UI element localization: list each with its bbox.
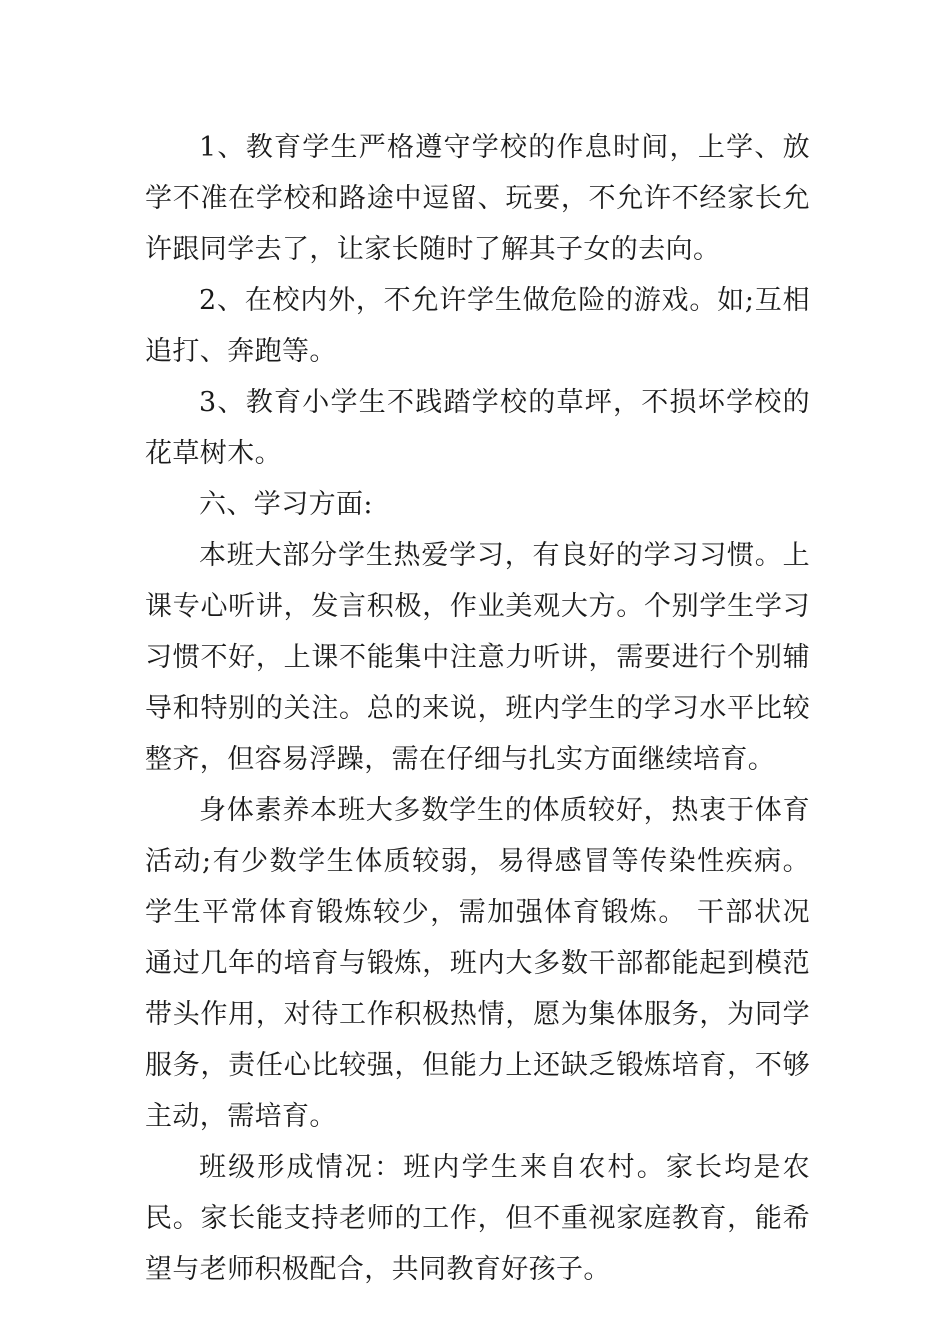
paragraph-class-background: 班级形成情况：班内学生来自农村。家长均是农民。家长能支持老师的工作，但不重视家庭教育，能希望与老师积极配合，共同教育好孩子。: [145, 1152, 810, 1285]
paragraph-study: 本班大部分学生热爱学习，有良好的学习习惯。上课专心听讲，发言积极，作业美观大方。个别学生学习习惯不好，上课不能集中注意力听讲，需要进行个别辅导和特别的关注。总的来说，班内学生的学习水平比较整齐，但容易浮躁，需在仔细与扎实方面继续培育。: [145, 540, 810, 775]
paragraph-safety-rule-1: 1、教育学生严格遵守学校的作息时间，上学、放学不准在学校和路途中逗留、玩要，不允许不经家长允许跟同学去了，让家长随时了解其子女的去向。: [145, 132, 810, 265]
paragraph-health-and-cadres: 身体素养本班大多数学生的体质较好，热衷于体育活动;有少数学生体质较弱，易得感冒等传染性疾病。学生平常体育锻炼较少，需加强体育锻炼。 干部状况通过几年的培育与锻炼，班内大多数干部都能起到模范带头作用，对待工作积极热情，愿为集体服务，为同学服务，责任心比较强，但能力上还缺乏锻炼培育，不够主动，需培育。: [145, 795, 810, 1132]
document-body: [145, 122, 810, 1295]
section-heading-study: 六、学习方面:: [199, 489, 373, 520]
paragraph-safety-rule-3: 3、教育小学生不践踏学校的草坪，不损坏学校的花草树木。: [145, 387, 810, 469]
paragraph-safety-rule-2: 2、在校内外，不允许学生做危险的游戏。如;互相追打、奔跑等。: [145, 285, 810, 367]
